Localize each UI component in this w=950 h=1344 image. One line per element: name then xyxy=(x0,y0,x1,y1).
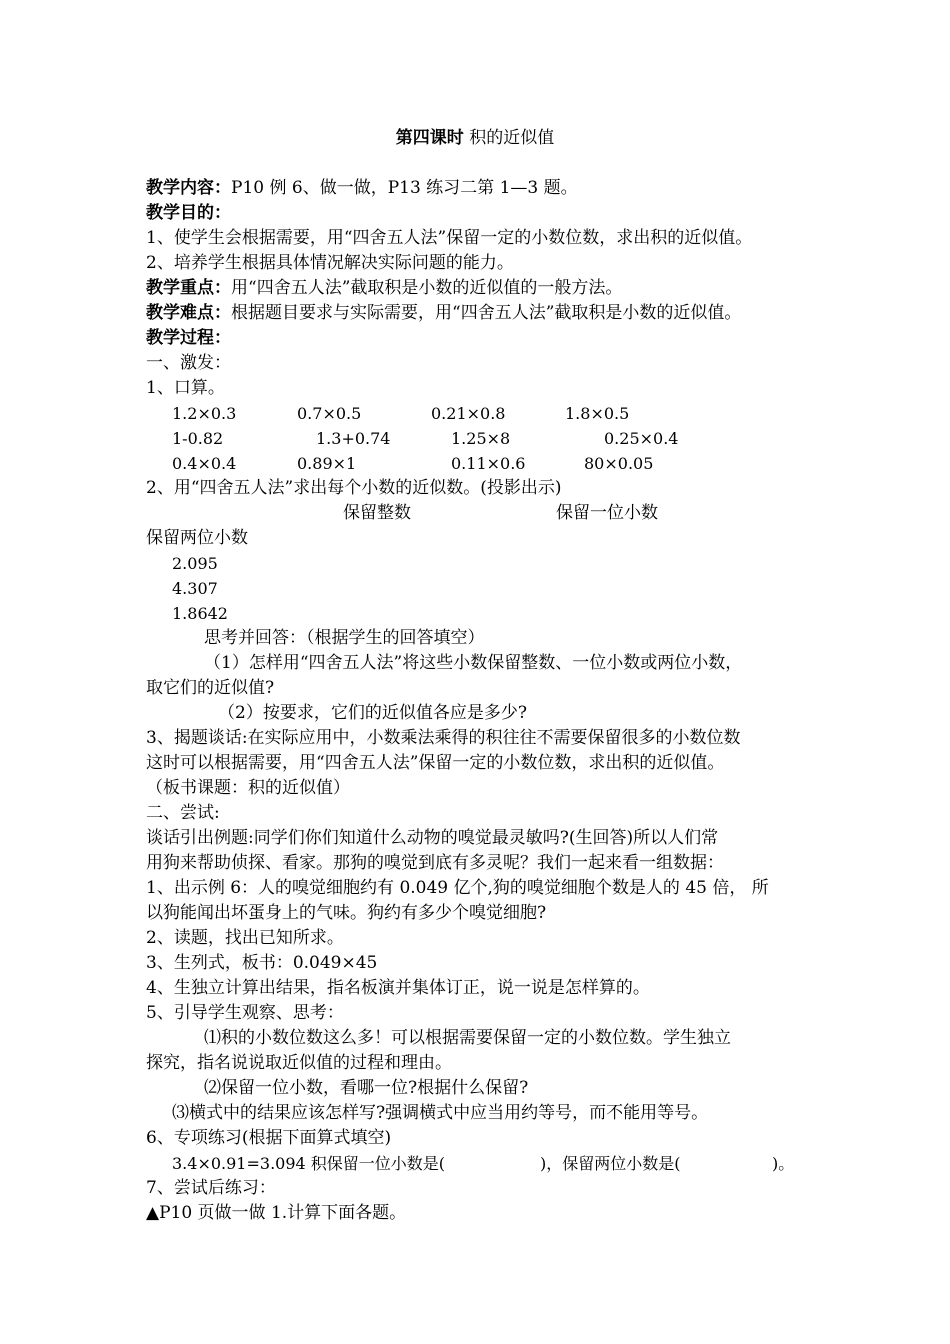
question-1-line-2: 取它们的近似值? xyxy=(146,678,275,698)
guide-2: ⑵保留一位小数，看哪一位?根据什么保留? xyxy=(204,1078,529,1098)
teaching-content-text: P10 例 6、做一做，P13 练习二第 1—3 题。 xyxy=(231,178,578,198)
example-line-2: 以狗能闻出坏蛋身上的气味。狗约有多少个嗅觉细胞? xyxy=(146,903,547,923)
formula-step: 3、生列式，板书：0.049×45 xyxy=(146,953,378,973)
guide-1-line-1: ⑴积的小数位数这么多！可以根据需要保留一定的小数位数。学生独立 xyxy=(204,1028,731,1048)
goal-item: 1、使学生会根据需要，用“四舍五人法”保留一定的小数位数，求出积的近似值。 xyxy=(146,228,753,248)
after-try-practice: 7、尝试后练习： xyxy=(146,1178,276,1198)
intro-line-1: 谈话引出例题:同学们你们知道什么动物的嗅觉最灵敏吗?(生回答)所以人们常 xyxy=(146,828,719,848)
special-practice: 6、专项练习(根据下面算式填空) xyxy=(146,1128,392,1148)
column-header-integer: 保留整数 xyxy=(343,503,411,523)
approximation-question: 2、用“四舍五人法”求出每个小数的近似数。(投影出示) xyxy=(146,478,562,498)
section-2-heading: 二、尝试: xyxy=(146,803,220,823)
goal-item: 2、培养学生根据具体情况解决实际问题的能力。 xyxy=(146,253,514,273)
decimal-number: 1.8642 xyxy=(172,604,228,623)
oral-item: 0.11×0.6 xyxy=(451,454,526,473)
column-header-two-decimals: 保留两位小数 xyxy=(146,528,248,548)
teaching-key-text: 用“四舍五人法”截取积是小数的近似值的一般方法。 xyxy=(231,278,623,298)
calculate-step: 4、生独立计算出结果，指名板演并集体订正，说一说是怎样算的。 xyxy=(146,978,650,998)
guide-step: 5、引导学生观察、思考： xyxy=(146,1003,344,1023)
oral-item: 1.25×8 xyxy=(451,429,511,448)
example-line-1: 1、出示例 6：人的嗅觉细胞约有 0.049 亿个,狗的嗅觉细胞个数是人的 45 倍， 所 xyxy=(146,878,769,898)
teaching-difficulty-label: 教学难点： xyxy=(146,303,231,323)
read-problem: 2、读题，找出已知所求。 xyxy=(146,928,344,948)
teaching-key-label: 教学重点： xyxy=(146,278,231,298)
oral-item: 0.7×0.5 xyxy=(297,404,362,423)
intro-line-2: 用狗来帮助侦探、看家。那狗的嗅觉到底有多灵呢？我们一起来看一组数据： xyxy=(146,853,724,873)
think-and-answer: 思考并回答：（根据学生的回答填空） xyxy=(204,628,485,648)
oral-item: 1.8×0.5 xyxy=(565,404,630,423)
oral-item: 0.4×0.4 xyxy=(172,454,237,473)
reveal-topic-line-1: 3、揭题谈话:在实际应用中，小数乘法乘得的积往往不需要保留很多的小数位数 xyxy=(146,728,741,748)
fill-blank-part-1: 3.4×0.91=3.094 积保留一位小数是( xyxy=(172,1154,446,1173)
board-topic: （板书课题：积的近似值） xyxy=(146,778,350,798)
oral-item: 0.21×0.8 xyxy=(431,404,506,423)
lesson-topic: 积的近似值 xyxy=(463,128,555,148)
oral-item: 1.2×0.3 xyxy=(172,404,237,423)
oral-item: 0.25×0.4 xyxy=(604,429,679,448)
question-2: （2）按要求，它们的近似值各应是多少? xyxy=(218,703,527,723)
guide-3: ⑶横式中的结果应该怎样写?强调横式中应当用约等号，而不能用等号。 xyxy=(172,1103,709,1123)
lesson-number: 第四课时 xyxy=(395,128,464,148)
column-header-one-decimal: 保留一位小数 xyxy=(556,503,658,523)
teaching-process-label: 教学过程： xyxy=(146,328,231,348)
fill-blank-part-3: )。 xyxy=(772,1154,795,1173)
teaching-content-label: 教学内容： xyxy=(146,178,231,198)
teaching-difficulty-text: 根据题目要求与实际需要，用“四舍五人法”截取积是小数的近似值。 xyxy=(231,303,742,323)
oral-item: 80×0.05 xyxy=(584,454,654,473)
reveal-topic-line-2: 这时可以根据需要，用“四舍五人法”保留一定的小数位数，求出积的近似值。 xyxy=(146,753,725,773)
lesson-title xyxy=(0,126,950,151)
section-1-heading: 一、激发： xyxy=(146,353,231,373)
teaching-content xyxy=(146,176,578,201)
p10-exercise: ▲P10 页做一做 1.计算下面各题。 xyxy=(146,1203,407,1223)
oral-item: 1-0.82 xyxy=(172,429,224,448)
guide-1-line-2: 探究，指名说说取近似值的过程和理由。 xyxy=(146,1053,452,1073)
oral-item: 0.89×1 xyxy=(297,454,357,473)
oral-calculation-heading: 1、口算。 xyxy=(146,378,225,398)
decimal-number: 2.095 xyxy=(172,554,218,573)
oral-item: 1.3+0.74 xyxy=(316,429,391,448)
question-1-line-1: （1）怎样用“四舍五人法”将这些小数保留整数、一位小数或两位小数， xyxy=(204,653,743,673)
teaching-goals-label: 教学目的： xyxy=(146,203,231,223)
fill-blank-part-2: )，保留两位小数是( xyxy=(540,1154,681,1173)
teaching-difficulty xyxy=(146,301,741,326)
decimal-number: 4.307 xyxy=(172,579,218,598)
teaching-key xyxy=(146,276,622,301)
